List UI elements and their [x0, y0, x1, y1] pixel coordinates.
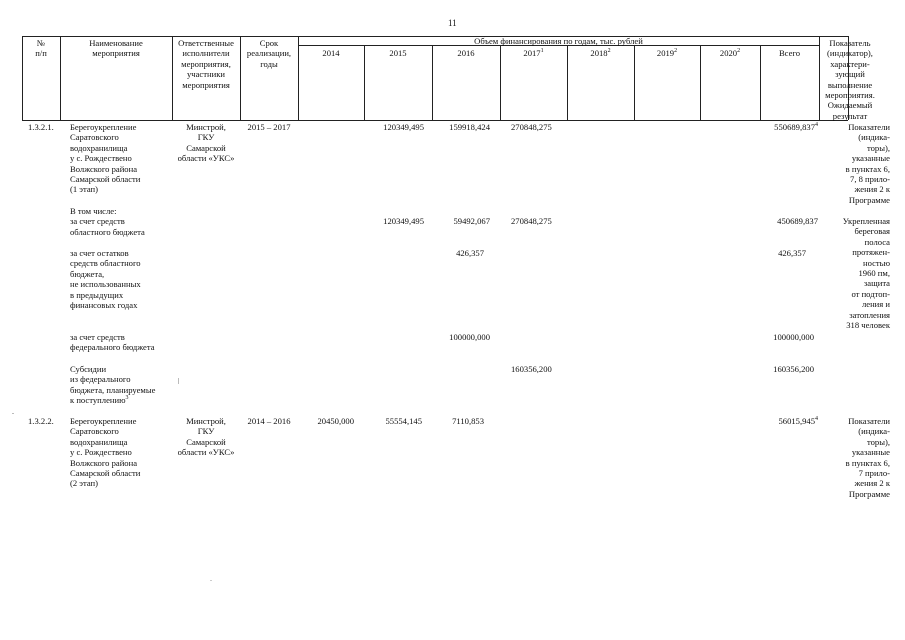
row-indicator: Показатели (индика- торы), указанные в пунктах 6, 7 прило- жения 2 к Программе [845, 416, 890, 499]
row-indicator: Показатели (индика- торы), указанные в пунктах 6, 7, 8 прило- жения 2 к Программе [845, 122, 890, 205]
header-term: Срок реализации, годы [246, 38, 292, 69]
header-year-2020: 2020$^2$ [719, 48, 741, 58]
cell-2016: 59492,067 [453, 216, 490, 226]
cell-2016: 426,357 [456, 248, 484, 258]
header-indicator: Показатель (индикатор), характери- зующий выполнение мероприятия. Ожидаемый результат [825, 38, 875, 121]
cell-2017: 270848,275 [511, 122, 552, 132]
cell-total: 100000,000 [773, 332, 814, 342]
header-bottom-border [22, 120, 848, 121]
header-year-2019: 2019$^2$ [656, 48, 678, 58]
row-number: 1.3.2.1. [28, 122, 54, 132]
header-year-2014: 2014 [322, 48, 340, 58]
row-responsible: Минстрой, ГКУ Самарской области «УКС» [177, 416, 235, 458]
cell-total: 450689,837 [777, 216, 818, 226]
row-indicator: Укрепленная береговая полоса протяжен- ностью 1960 пм, защита от подтоп- ления и затопления 318 человек [842, 216, 890, 331]
row-term: 2015 – 2017 [247, 122, 291, 132]
cell-2016: 7110,853 [452, 416, 484, 426]
cell-2015: 55554,145 [385, 416, 422, 426]
header-year-2017: 2017$^1$ [523, 48, 544, 58]
row-name: Берегоукрепление Саратовского водохранилища у с. Рождествено Волжского района Самарской области (2 этап) [70, 416, 141, 489]
cell-2015: 120349,495 [383, 122, 424, 132]
scan-speck [178, 378, 179, 384]
row-name: В том числе: за счет средств областного бюджета [70, 206, 145, 237]
header-name: Наименование мероприятия [89, 38, 143, 59]
page-number: 11 [448, 18, 457, 28]
row-name: за счет средств федерального бюджета [70, 332, 155, 353]
header-year-2018: 2018$^2$ [590, 48, 611, 58]
cell-2016: 100000,000 [449, 332, 490, 342]
cell-2014: 20450,000 [317, 416, 354, 426]
scan-speck [12, 413, 14, 414]
row-number: 1.3.2.2. [28, 416, 54, 426]
cell-total: 160356,200 [773, 364, 814, 374]
cell-2015: 120349,495 [383, 216, 424, 226]
cell-2017: 160356,200 [511, 364, 552, 374]
cell-total: 550689,837$^4$ [774, 122, 818, 132]
header-total: Всего [778, 48, 801, 58]
header-year-2015: 2015 [389, 48, 407, 58]
header-responsible: Ответственные исполнители мероприятия, участники мероприятия [178, 38, 234, 90]
row-term: 2014 – 2016 [247, 416, 291, 426]
cell-total: 426,357 [778, 248, 806, 258]
row-name: Берегоукрепление Саратовского водохранилища у с. Рождествено Волжского района Самарской области (1 этап) [70, 122, 141, 195]
cell-total: 56015,945$^4$ [778, 416, 818, 426]
row-responsible: Минстрой, ГКУ Самарской области «УКС» [177, 122, 235, 164]
row-name: за счет остатков средств областного бюджета, не использованных в предыдущих финансовых годах [70, 248, 141, 311]
row-name: Субсидии из федерального бюджета, планируемые к поступлению$^3$ [70, 364, 156, 406]
header-year-2016: 2016 [457, 48, 475, 58]
header-number: № п/п [35, 38, 47, 59]
header-volume: Объем финансирования по годам, тыс. рублей [474, 36, 643, 46]
cell-2017: 270848,275 [511, 216, 552, 226]
scan-speck [210, 580, 212, 581]
cell-2016: 159918,424 [449, 122, 490, 132]
